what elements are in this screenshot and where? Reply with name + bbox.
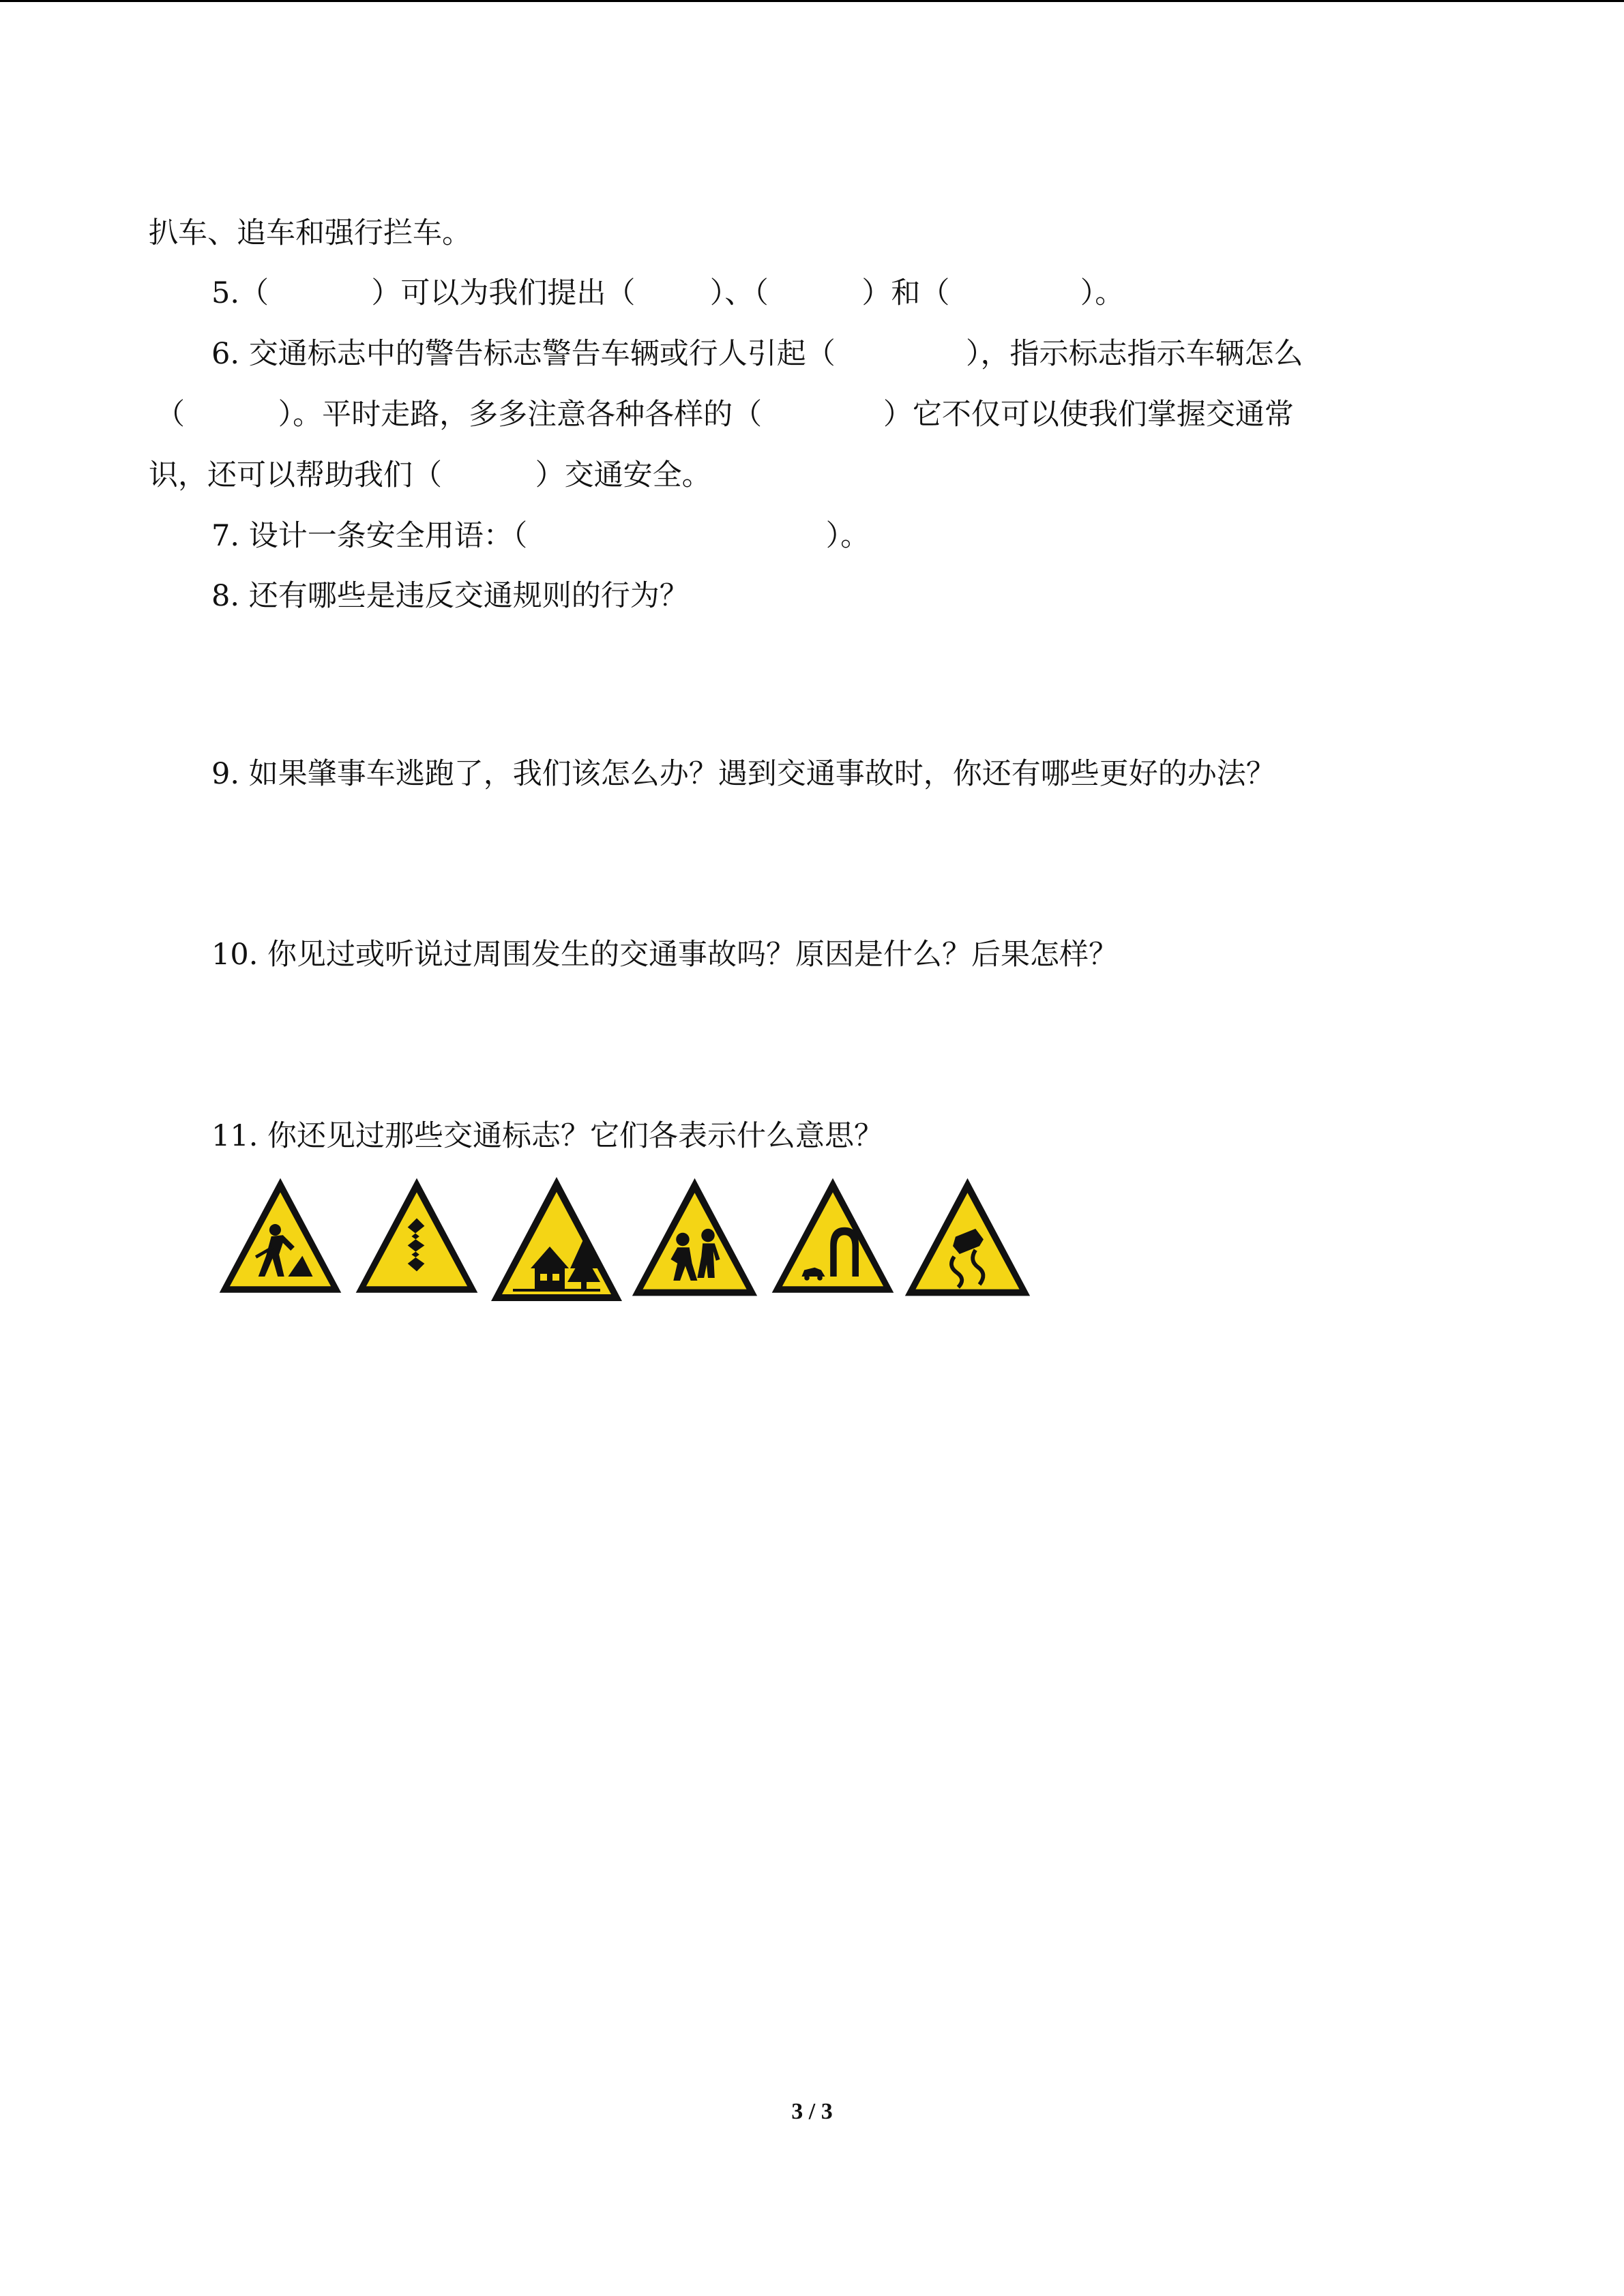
question-6-line-2: （ ）。平时走路，多多注意各种各样的（ ）它不仅可以使我们掌握交通常 bbox=[156, 398, 1294, 432]
question-10: 10. 你见过或听说过周围发生的交通事故吗？原因是什么？后果怎样？ bbox=[211, 938, 1119, 972]
top-border-rule bbox=[0, 0, 1624, 2]
children-crossing-sign-icon bbox=[628, 1173, 761, 1306]
question-9: 9. 如果肇事车逃跑了，我们该怎么办？遇到交通事故时，你还有哪些更好的办法？ bbox=[211, 757, 1275, 791]
question-6-line-1: 6. 交通标志中的警告标志警告车辆或行人引起（ ），指示标志指示车辆怎么 bbox=[211, 337, 1303, 371]
question-7: 7. 设计一条安全用语：（ ）。 bbox=[211, 519, 870, 553]
road-work-sign-icon bbox=[216, 1173, 345, 1302]
village-sign-icon bbox=[488, 1173, 625, 1309]
page-number: 3 / 3 bbox=[791, 2099, 833, 2124]
question-8: 8. 还有哪些是违反交通规则的行为？ bbox=[211, 579, 689, 613]
winding-road-sign-icon bbox=[352, 1173, 482, 1302]
question-11: 11. 你还见过那些交通标志？它们各表示什么意思？ bbox=[211, 1119, 884, 1153]
question-5: 5.（ ）可以为我们提出（ ）、（ ）和（ ）。 bbox=[211, 276, 1125, 310]
tunnel-sign-icon bbox=[768, 1173, 898, 1302]
text-line-continuation: 扒车、追车和强行拦车。 bbox=[149, 216, 471, 250]
slippery-road-sign-icon bbox=[901, 1173, 1034, 1306]
warning-signs-row bbox=[216, 1173, 1034, 1309]
question-6-line-3: 识，还可以帮助我们（ ）交通安全。 bbox=[149, 458, 711, 492]
